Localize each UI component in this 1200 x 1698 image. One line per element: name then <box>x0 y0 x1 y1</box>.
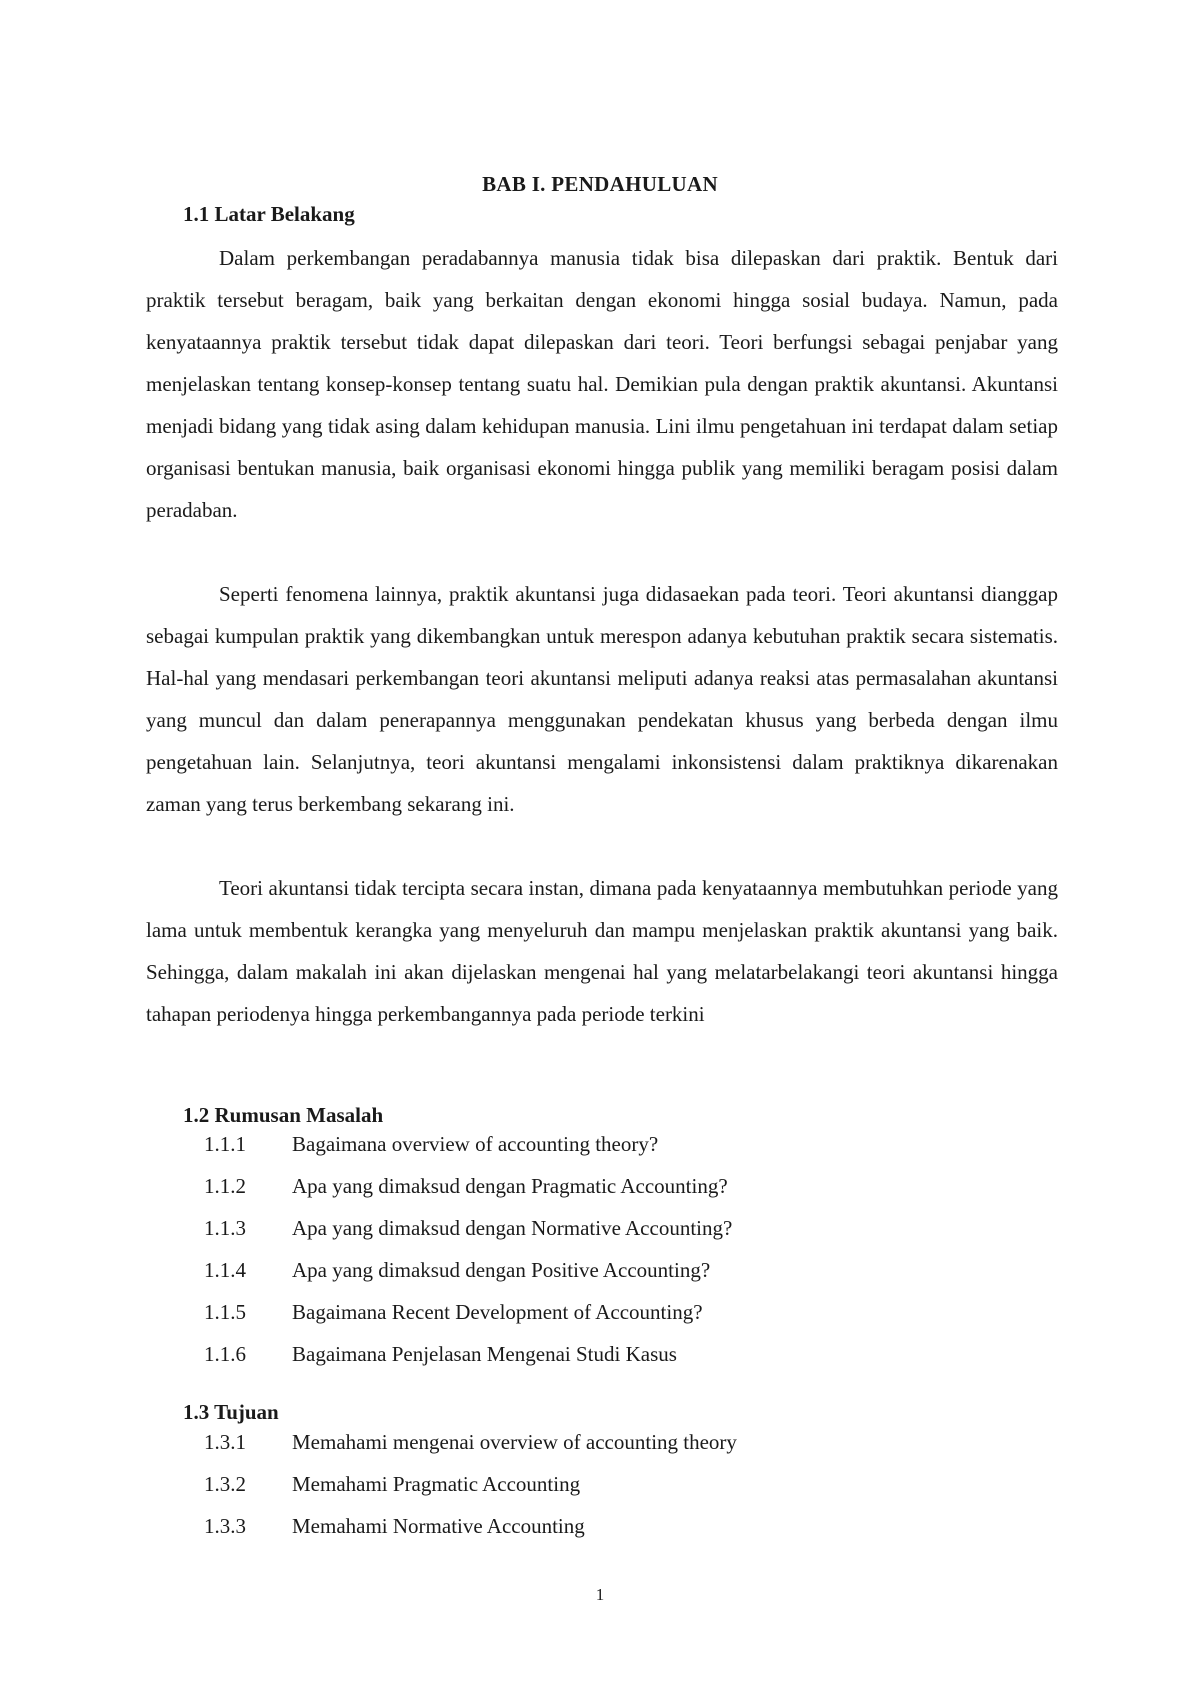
paragraph-3: Teori akuntansi tidak tercipta secara instan, dimana pada kenyataannya membutuhkan periode yang lama untuk membentuk kerangka yang menyeluruh dan mampu menjelaskan praktik akuntansi yang baik. Sehingga, dalam makalah ini akan dijelaskan mengenai hal yang melatarbelakangi teori akuntansi hingga tahapan periodenya hingga perkembangannya pada periode terkini <box>146 876 1058 1026</box>
list-item-number: 1.1.4 <box>204 1258 246 1282</box>
list-item-text: Memahami mengenai overview of accounting theory <box>292 1430 737 1454</box>
section-heading-tujuan: 1.3 Tujuan <box>183 1400 279 1424</box>
list-item <box>204 1174 728 1199</box>
list-item <box>204 1216 732 1241</box>
list-item-text: Apa yang dimaksud dengan Pragmatic Accounting? <box>292 1174 728 1198</box>
list-item-number: 1.1.5 <box>204 1300 246 1324</box>
list-item <box>204 1342 677 1367</box>
list-item <box>204 1472 580 1497</box>
list-item-text: Bagaimana overview of accounting theory? <box>292 1132 659 1156</box>
section-heading-rumusan-masalah: 1.2 Rumusan Masalah <box>183 1103 384 1127</box>
list-item-number: 1.1.6 <box>204 1342 246 1366</box>
list-item <box>204 1132 658 1157</box>
list-item <box>204 1300 703 1325</box>
paragraph-1: Dalam perkembangan peradabannya manusia tidak bisa dilepaskan dari praktik. Bentuk dari praktik tersebut beragam, baik yang berkaitan dengan ekonomi hingga sosial budaya. Namun, pada kenyataannya praktik tersebut tidak dapat dilepaskan dari teori. Teori berfungsi sebagai penjabar yang menjelaskan tentang konsep-konsep tentang suatu hal. Demikian pula dengan praktik akuntansi. Akuntansi menjadi bidang yang tidak asing dalam kehidupan manusia. Lini ilmu pengetahuan ini terdapat dalam setiap organisasi bentukan manusia, baik organisasi ekonomi hingga publik yang memiliki beragam posisi dalam peradaban. <box>146 246 1058 522</box>
list-item-text: Memahami Pragmatic Accounting <box>292 1472 581 1496</box>
list-item-number: 1.3.2 <box>204 1472 246 1496</box>
list-item-text: Bagaimana Penjelasan Mengenai Studi Kasus <box>292 1342 677 1366</box>
chapter-title: BAB I. PENDAHULUAN <box>482 172 718 196</box>
list-item <box>204 1258 710 1283</box>
list-item-number: 1.1.1 <box>204 1132 246 1156</box>
list-item-text: Memahami Normative Accounting <box>292 1514 585 1538</box>
list-item-number: 1.1.3 <box>204 1216 246 1240</box>
section-heading-latar-belakang: 1.1 Latar Belakang <box>183 202 355 226</box>
list-item-text: Bagaimana Recent Development of Accounting? <box>292 1300 703 1324</box>
list-item <box>204 1430 737 1455</box>
list-item-number: 1.3.3 <box>204 1514 246 1538</box>
page-number: 1 <box>595 1585 605 1604</box>
list-item <box>204 1514 585 1539</box>
list-item-text: Apa yang dimaksud dengan Normative Accounting? <box>292 1216 733 1240</box>
list-item-text: Apa yang dimaksud dengan Positive Accounting? <box>292 1258 711 1282</box>
paragraph-2: Seperti fenomena lainnya, praktik akuntansi juga didasaekan pada teori. Teori akuntansi dianggap sebagai kumpulan praktik yang dikembangkan untuk merespon adanya kebutuhan praktik secara sistematis. Hal-hal yang mendasari perkembangan teori akuntansi meliputi adanya reaksi atas permasalahan akuntansi yang muncul dan dalam penerapannya menggunakan pendekatan khusus yang berbeda dengan ilmu pengetahuan lain. Selanjutnya, teori akuntansi mengalami inkonsistensi dalam praktiknya dikarenakan zaman yang terus berkembang sekarang ini. <box>146 582 1058 816</box>
list-item-number: 1.1.2 <box>204 1174 246 1198</box>
list-item-number: 1.3.1 <box>204 1430 246 1454</box>
